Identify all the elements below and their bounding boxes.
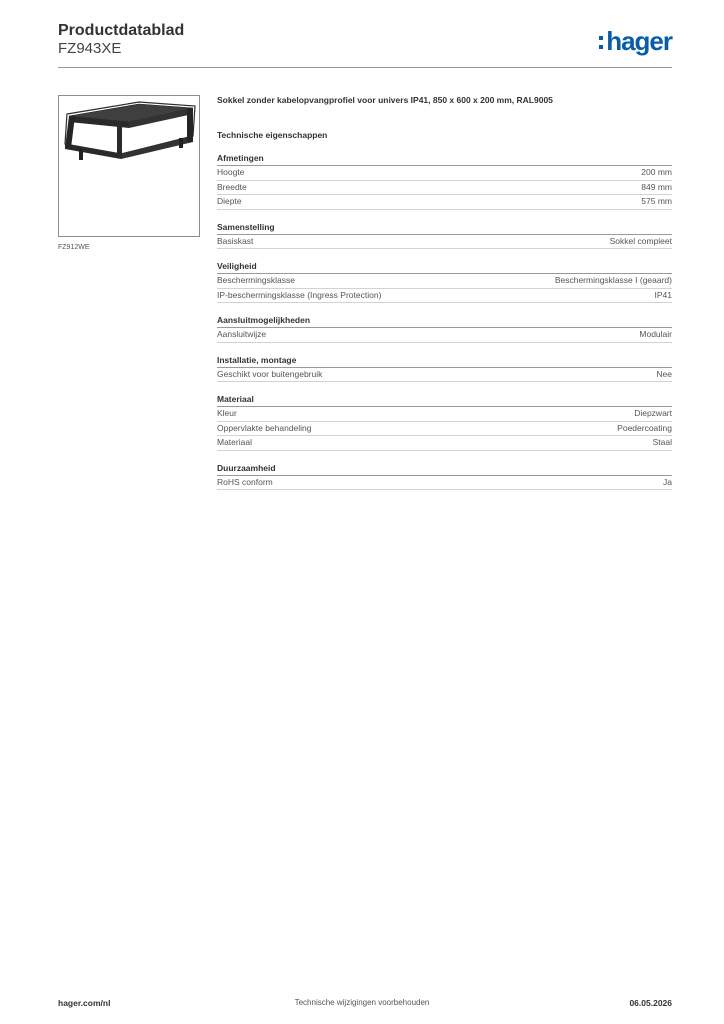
spec-row	[217, 328, 672, 343]
logo-dots-icon	[599, 36, 603, 49]
spec-value: 200 mm	[641, 167, 672, 177]
spec-section	[217, 354, 672, 383]
product-image-frame	[58, 95, 200, 237]
spec-label: Aansluitwijze	[217, 329, 267, 339]
spec-row	[217, 274, 672, 289]
spec-label: IP-beschermingsklasse (Ingress Protection)	[217, 289, 382, 300]
spec-value: Ja	[663, 476, 672, 487]
spec-value: Nee	[656, 368, 672, 379]
tech-properties-title: Technische eigenschappen	[217, 130, 328, 140]
spec-row	[217, 407, 672, 422]
section-title: Duurzaamheid	[217, 462, 672, 476]
product-description: Sokkel zonder kabelopvangprofiel voor univers IP41, 850 x 600 x 200 mm, RAL9005	[217, 95, 553, 105]
spec-label: Diepte	[217, 196, 242, 206]
spec-content	[217, 93, 672, 490]
header-divider	[58, 67, 672, 68]
spec-label: Materiaal	[217, 437, 252, 447]
spec-section	[217, 152, 672, 210]
logo-text: hager	[606, 26, 672, 56]
spec-value: Diepzwart	[634, 408, 672, 418]
spec-label: Beschermingsklasse	[217, 275, 295, 285]
spec-value: Modulair	[639, 329, 672, 339]
spec-section	[217, 393, 672, 451]
footer-website: hager.com/nl	[58, 998, 111, 1008]
page-title: Productdatablad	[58, 22, 185, 39]
spec-row	[217, 195, 672, 210]
spec-value: Poedercoating	[617, 422, 672, 433]
spec-row	[217, 368, 672, 383]
spec-label: Kleur	[217, 408, 237, 418]
spec-label: RoHS conform	[217, 476, 273, 487]
spec-row	[217, 289, 672, 304]
spec-label: Hoogte	[217, 167, 245, 177]
spec-row	[217, 436, 672, 451]
hager-logo	[599, 27, 672, 55]
spec-value: Sokkel compleet	[609, 235, 672, 246]
spec-row	[217, 235, 672, 250]
spec-section	[217, 221, 672, 250]
spec-row	[217, 422, 672, 437]
spec-sections	[217, 152, 672, 490]
spec-label: Breedte	[217, 181, 247, 192]
spec-value: 849 mm	[641, 181, 672, 192]
spec-row	[217, 476, 672, 491]
spec-section	[217, 314, 672, 343]
spec-section	[217, 260, 672, 303]
section-title: Materiaal	[217, 393, 672, 407]
product-code: FZ943XE	[58, 40, 122, 57]
footer-date: 06.05.2026	[629, 998, 672, 1008]
spec-row	[217, 166, 672, 181]
section-title: Afmetingen	[217, 152, 672, 166]
spec-label: Oppervlakte behandeling	[217, 422, 312, 433]
image-caption: FZ912WE	[58, 244, 90, 251]
spec-value: IP41	[654, 289, 672, 300]
spec-value: Staal	[652, 437, 672, 447]
plinth-frame-product-image	[59, 96, 199, 236]
spec-section	[217, 462, 672, 491]
section-title: Installatie, montage	[217, 354, 672, 368]
spec-label: Geschikt voor buitengebruik	[217, 368, 323, 379]
section-title: Aansluitmogelijkheden	[217, 314, 672, 328]
section-title: Samenstelling	[217, 221, 672, 235]
footer-notice: Technische wijzigingen voorbehouden	[294, 998, 430, 1007]
section-title: Veiligheid	[217, 260, 672, 274]
spec-row	[217, 181, 672, 196]
spec-value: 575 mm	[641, 196, 672, 206]
spec-value: Beschermingsklasse I (geaard)	[554, 275, 672, 285]
spec-label: Basiskast	[217, 235, 254, 246]
